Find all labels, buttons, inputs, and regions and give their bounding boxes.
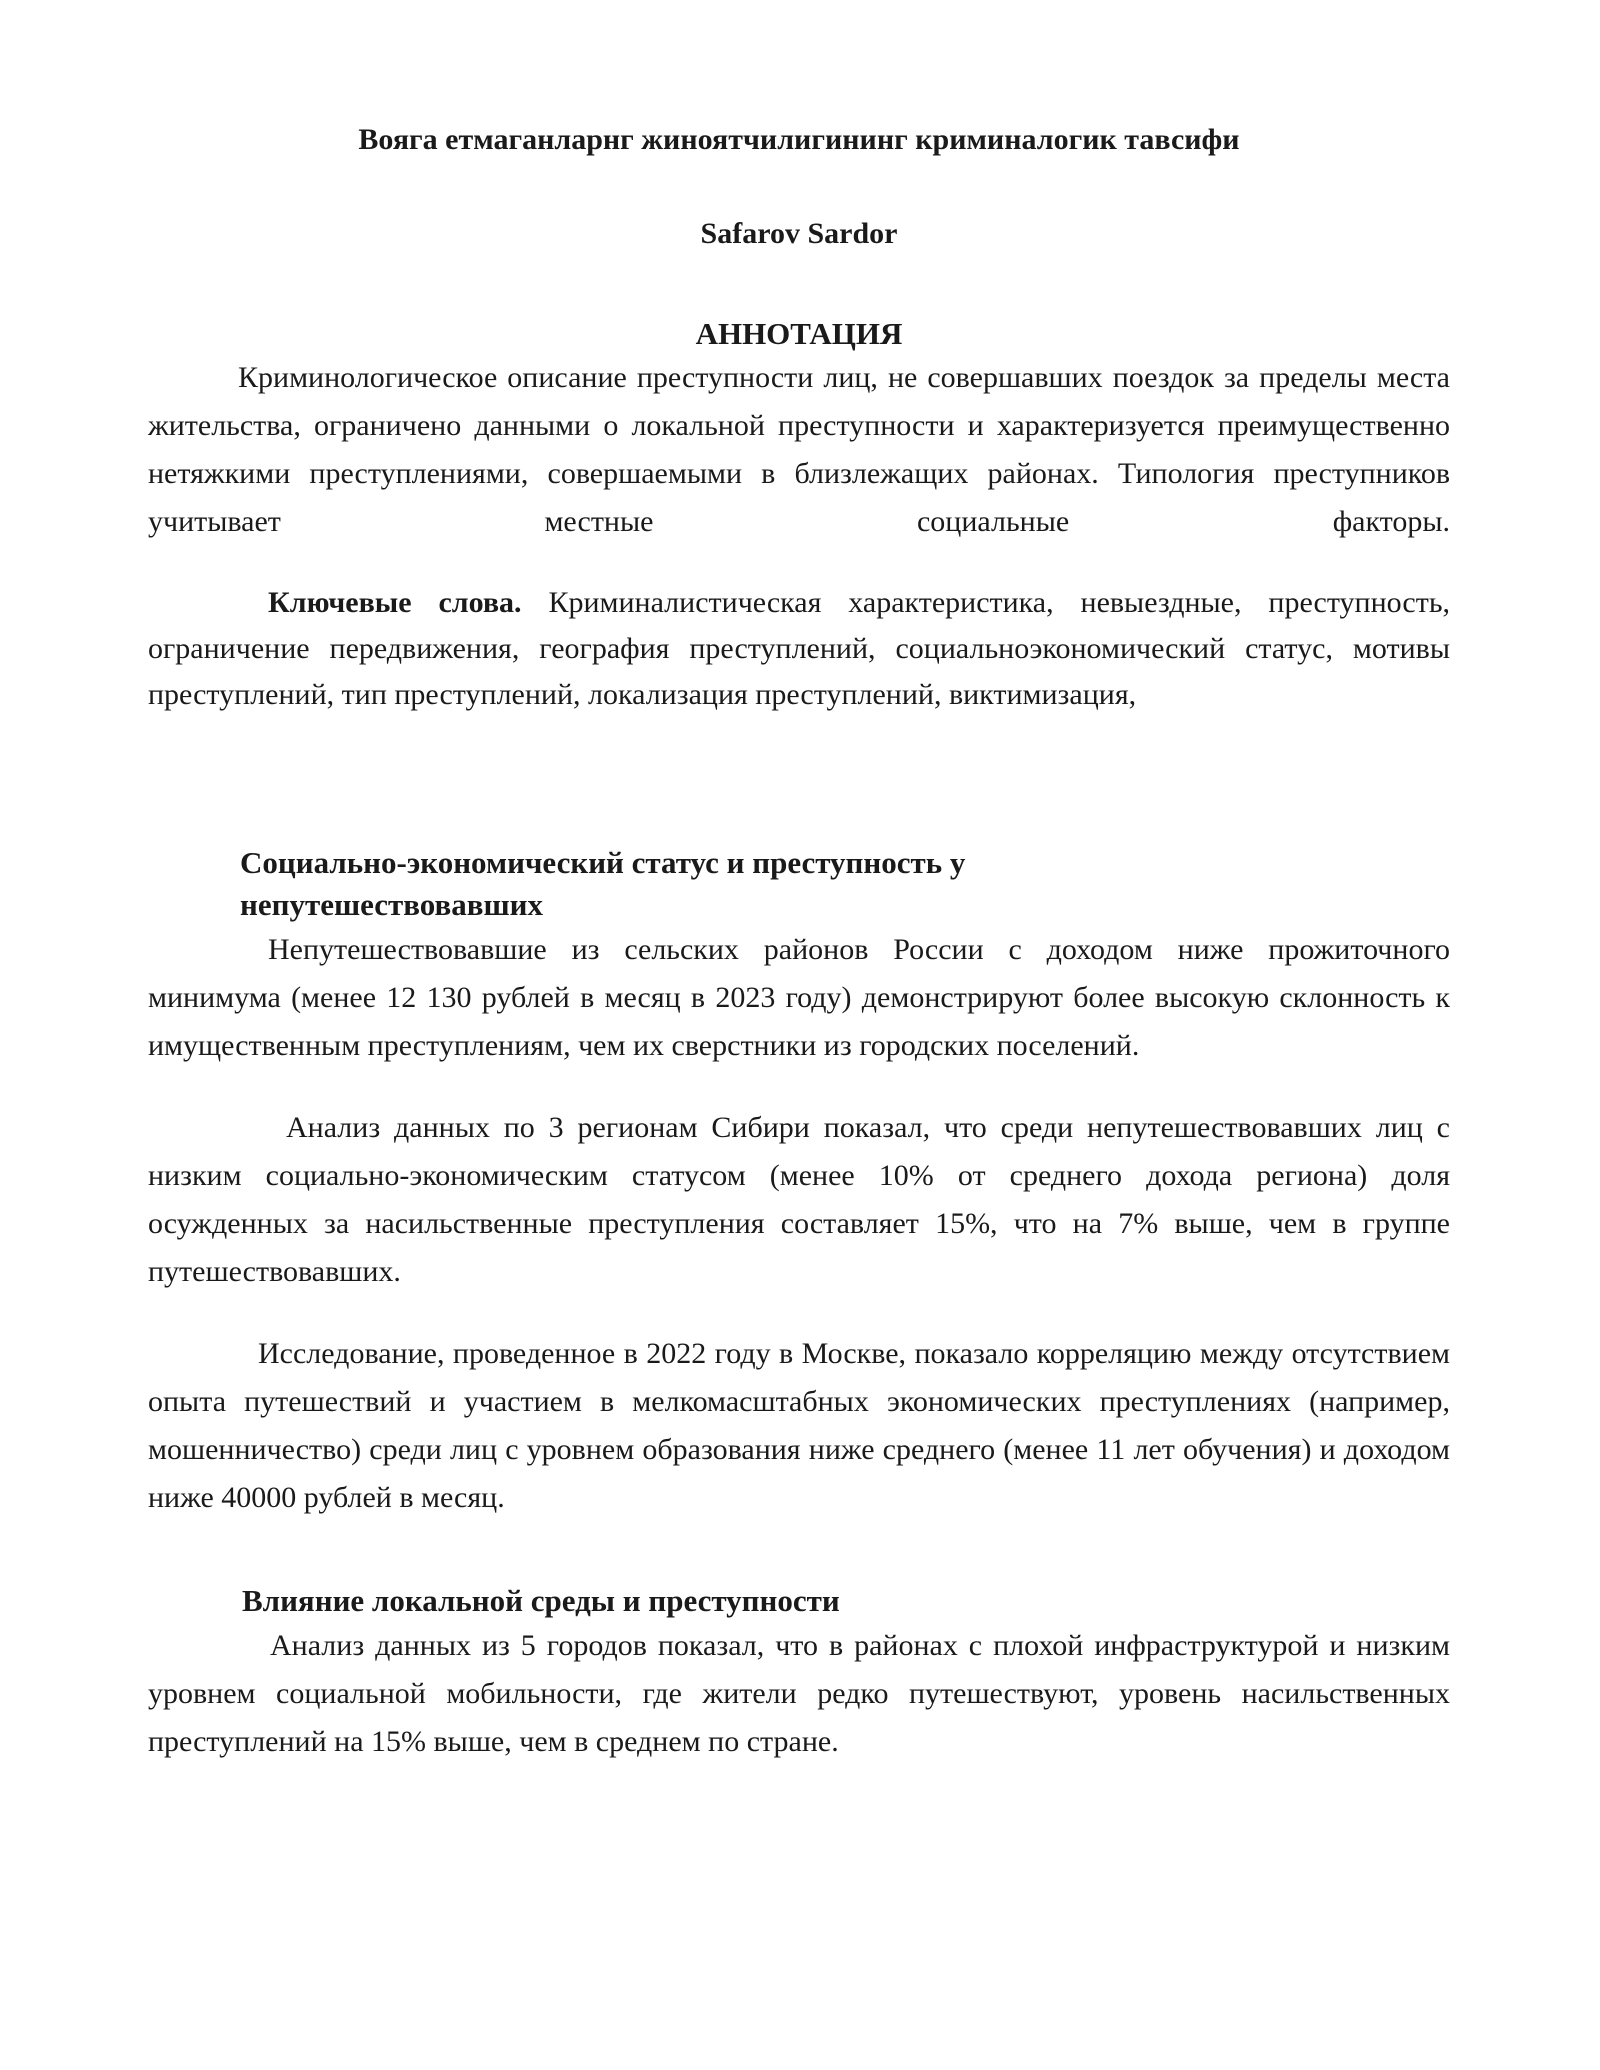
- document-title: Вояга етмаганларнг жиноятчилигининг криминалогик тавсифи: [358, 123, 1240, 156]
- section-heading-socioeconomic: Социально-экономический статус и преступность у непутешествовавших: [240, 845, 966, 922]
- section1-paragraph-1: Непутешествовавшие из сельских районов России с доходом ниже прожиточного минимума (менее 12 130 рублей в месяц в 2023 году) демонстрируют более высокую склонность к имущественным преступлениям, чем их сверстники из городских поселений.: [148, 933, 1450, 1062]
- annotation-heading: АННОТАЦИЯ: [695, 316, 903, 351]
- keywords-label: Ключевые слова.: [268, 586, 522, 619]
- keywords-paragraph: [148, 580, 1450, 718]
- section1-paragraph-3: Исследование, проведенное в 2022 году в Москве, показало корреляцию между отсутствием опыта путешествий и участием в мелкомасштабных экономических преступлениях (например, мошенничество) среди лиц с уровнем образования ниже среднего (менее 11 лет обучения) и доходом ниже 40000 рублей в месяц.: [148, 1337, 1450, 1514]
- annotation-text: Криминологическое описание преступности лиц, не совершавших поездок за пределы места жительства, ограничено данными о локальной преступности и характеризуется преимущественно нетяжкими преступлениями, совершаемыми в близлежащих районах. Типология преступников учитывает местные социальные факторы.: [148, 361, 1450, 538]
- document-author: Safarov Sardor: [700, 217, 898, 250]
- section1-paragraph-2: Анализ данных по 3 регионам Сибири показал, что среди непутешествовавших лиц с низким социально-экономическим статусом (менее 10% от среднего дохода региона) доля осужденных за насильственные преступления составляет 15%, что на 7% выше, чем в группе путешествовавших.: [148, 1111, 1450, 1288]
- section2-paragraph-1: Анализ данных из 5 городов показал, что в районах с плохой инфраструктурой и низким уровнем социальной мобильности, где жители редко путешествуют, уровень насильственных преступлений на 15% выше, чем в среднем по стране.: [148, 1629, 1450, 1758]
- keywords-text: Криминалистическая характеристика, невыездные, преступность, ограничение передвижения, география преступлений, социальноэкономический статус, мотивы преступлений, тип преступлений, локализация преступлений, виктимизация,: [148, 586, 1450, 711]
- document-page: [148, 120, 1450, 1766]
- section-heading-local-environment: Влияние локальной среды и преступности: [242, 1583, 840, 1618]
